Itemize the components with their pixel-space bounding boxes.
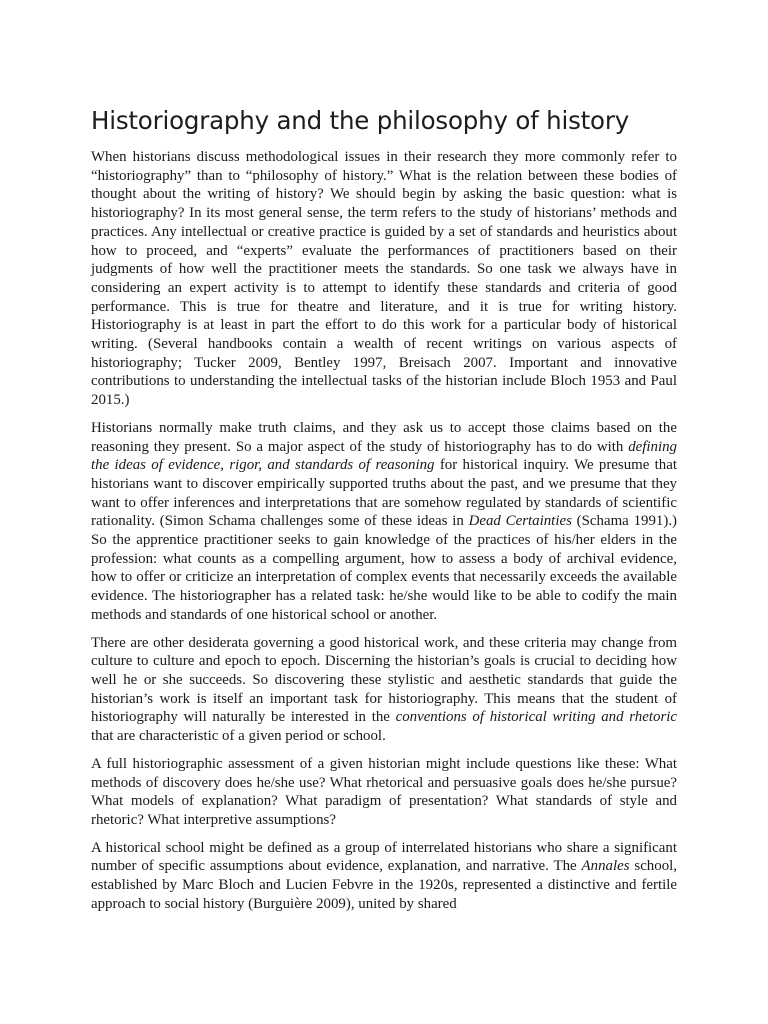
italic-phrase: defining the ideas of evidence, rigor, and standards of reasoning [91,438,677,474]
italic-phrase: conventions of historical writing and rhetoric [395,709,677,726]
paragraph-text: school, established by Marc Bloch and Lucien Febvre in the 1920s, represented a distinctive and fertile approach to social history (Burguière 2009), united by shared [91,858,677,912]
book-title: Dead Certainties [468,513,572,530]
paragraph-text: A full historiographic assessment of a given historian might include questions like these: What methods of discovery does he/she use? What rhetorical and persuasive goals does he/she pursue? What models of explanation? What paradigm of presentation? What standards of style and rhetoric? What interpretive assumptions? [91,755,677,828]
page-title: Historiography and the philosophy of history [91,106,630,135]
paragraph-text: There are other desiderata governing a good historical work, and these criteria may change from culture to culture and epoch to epoch. Discerning the historian’s goals is crucial to deciding how well he or she succeeds. So discovering these stylistic and aesthetic standards that guide the historian’s work is itself an important task for historiography. This means that the student of historiography will naturally be interested in the [91,634,677,726]
paragraph-text: A historical school might be defined as a group of interrelated historians who share a significant number of specific assumptions about evidence, explanation, and narrative. The [91,839,677,875]
paragraph-text: When historians discuss methodological issues in their research they more commonly refer to “historiography” than to “philosophy of history.” What is the relation between these bodies of thought about the writing of history? We should begin by asking the basic question: what is historiography? In its most general sense, the term refers to the study of historians’ methods and practices. Any intellectual or creative practice is guided by a set of standards and heuristics about how to proceed, and “experts” evaluate the performances of practitioners based on their judgments of how well the practitioner meets the standards. So one task we always have in considering an expert activity is to attempt to identify these standards and criteria of good performance. This is true for theatre and literature, and it is true for writing history. Historiography is at least in part the effort to do this work for a particular body of historical writing. (Several handbooks contain a wealth of recent writings on various aspects of historiography; Tucker 2009, Bentley 1997, Breisach 2007. Important and innovative contributions to understanding the intellectual tasks of the historian include Bloch 1953 and Paul 2015.) [91,149,677,409]
document-page [91,104,677,913]
paragraph-desiderata [91,634,677,746]
paragraph-truth-claims [91,419,677,625]
paragraph-text: (Schama 1991).) So the apprentice practitioner seeks to gain knowledge of the practices of his/her elders in the profession: what counts as a compelling argument, how to assess a body of archival evidence, how to offer or criticize an interpretation of complex events that necessarily exceeds the available evidence. The historiographer has a related task: he/she would like to be able to codify the main methods and standards of one historical school or another. [91,513,677,623]
paragraph-methodology [91,148,677,410]
paragraph-text: for historical inquiry. We presume that historians want to discover empirically supported truths about the past, and we presume that they want to offer inferences and interpretations that are somehow regulated by standards of scientific rationality. (Simon Schama challenges some of these ideas in [91,457,677,530]
paragraph-historical-school [91,839,677,914]
paragraph-text: that are characteristic of a given period or school. [91,728,386,745]
paragraph-assessment-questions [91,755,677,830]
paragraph-text: Historians normally make truth claims, and they ask us to accept those claims based on the reasoning they present. So a major aspect of the study of historiography has to do with [91,419,677,455]
italic-school-name: Annales [581,858,630,875]
